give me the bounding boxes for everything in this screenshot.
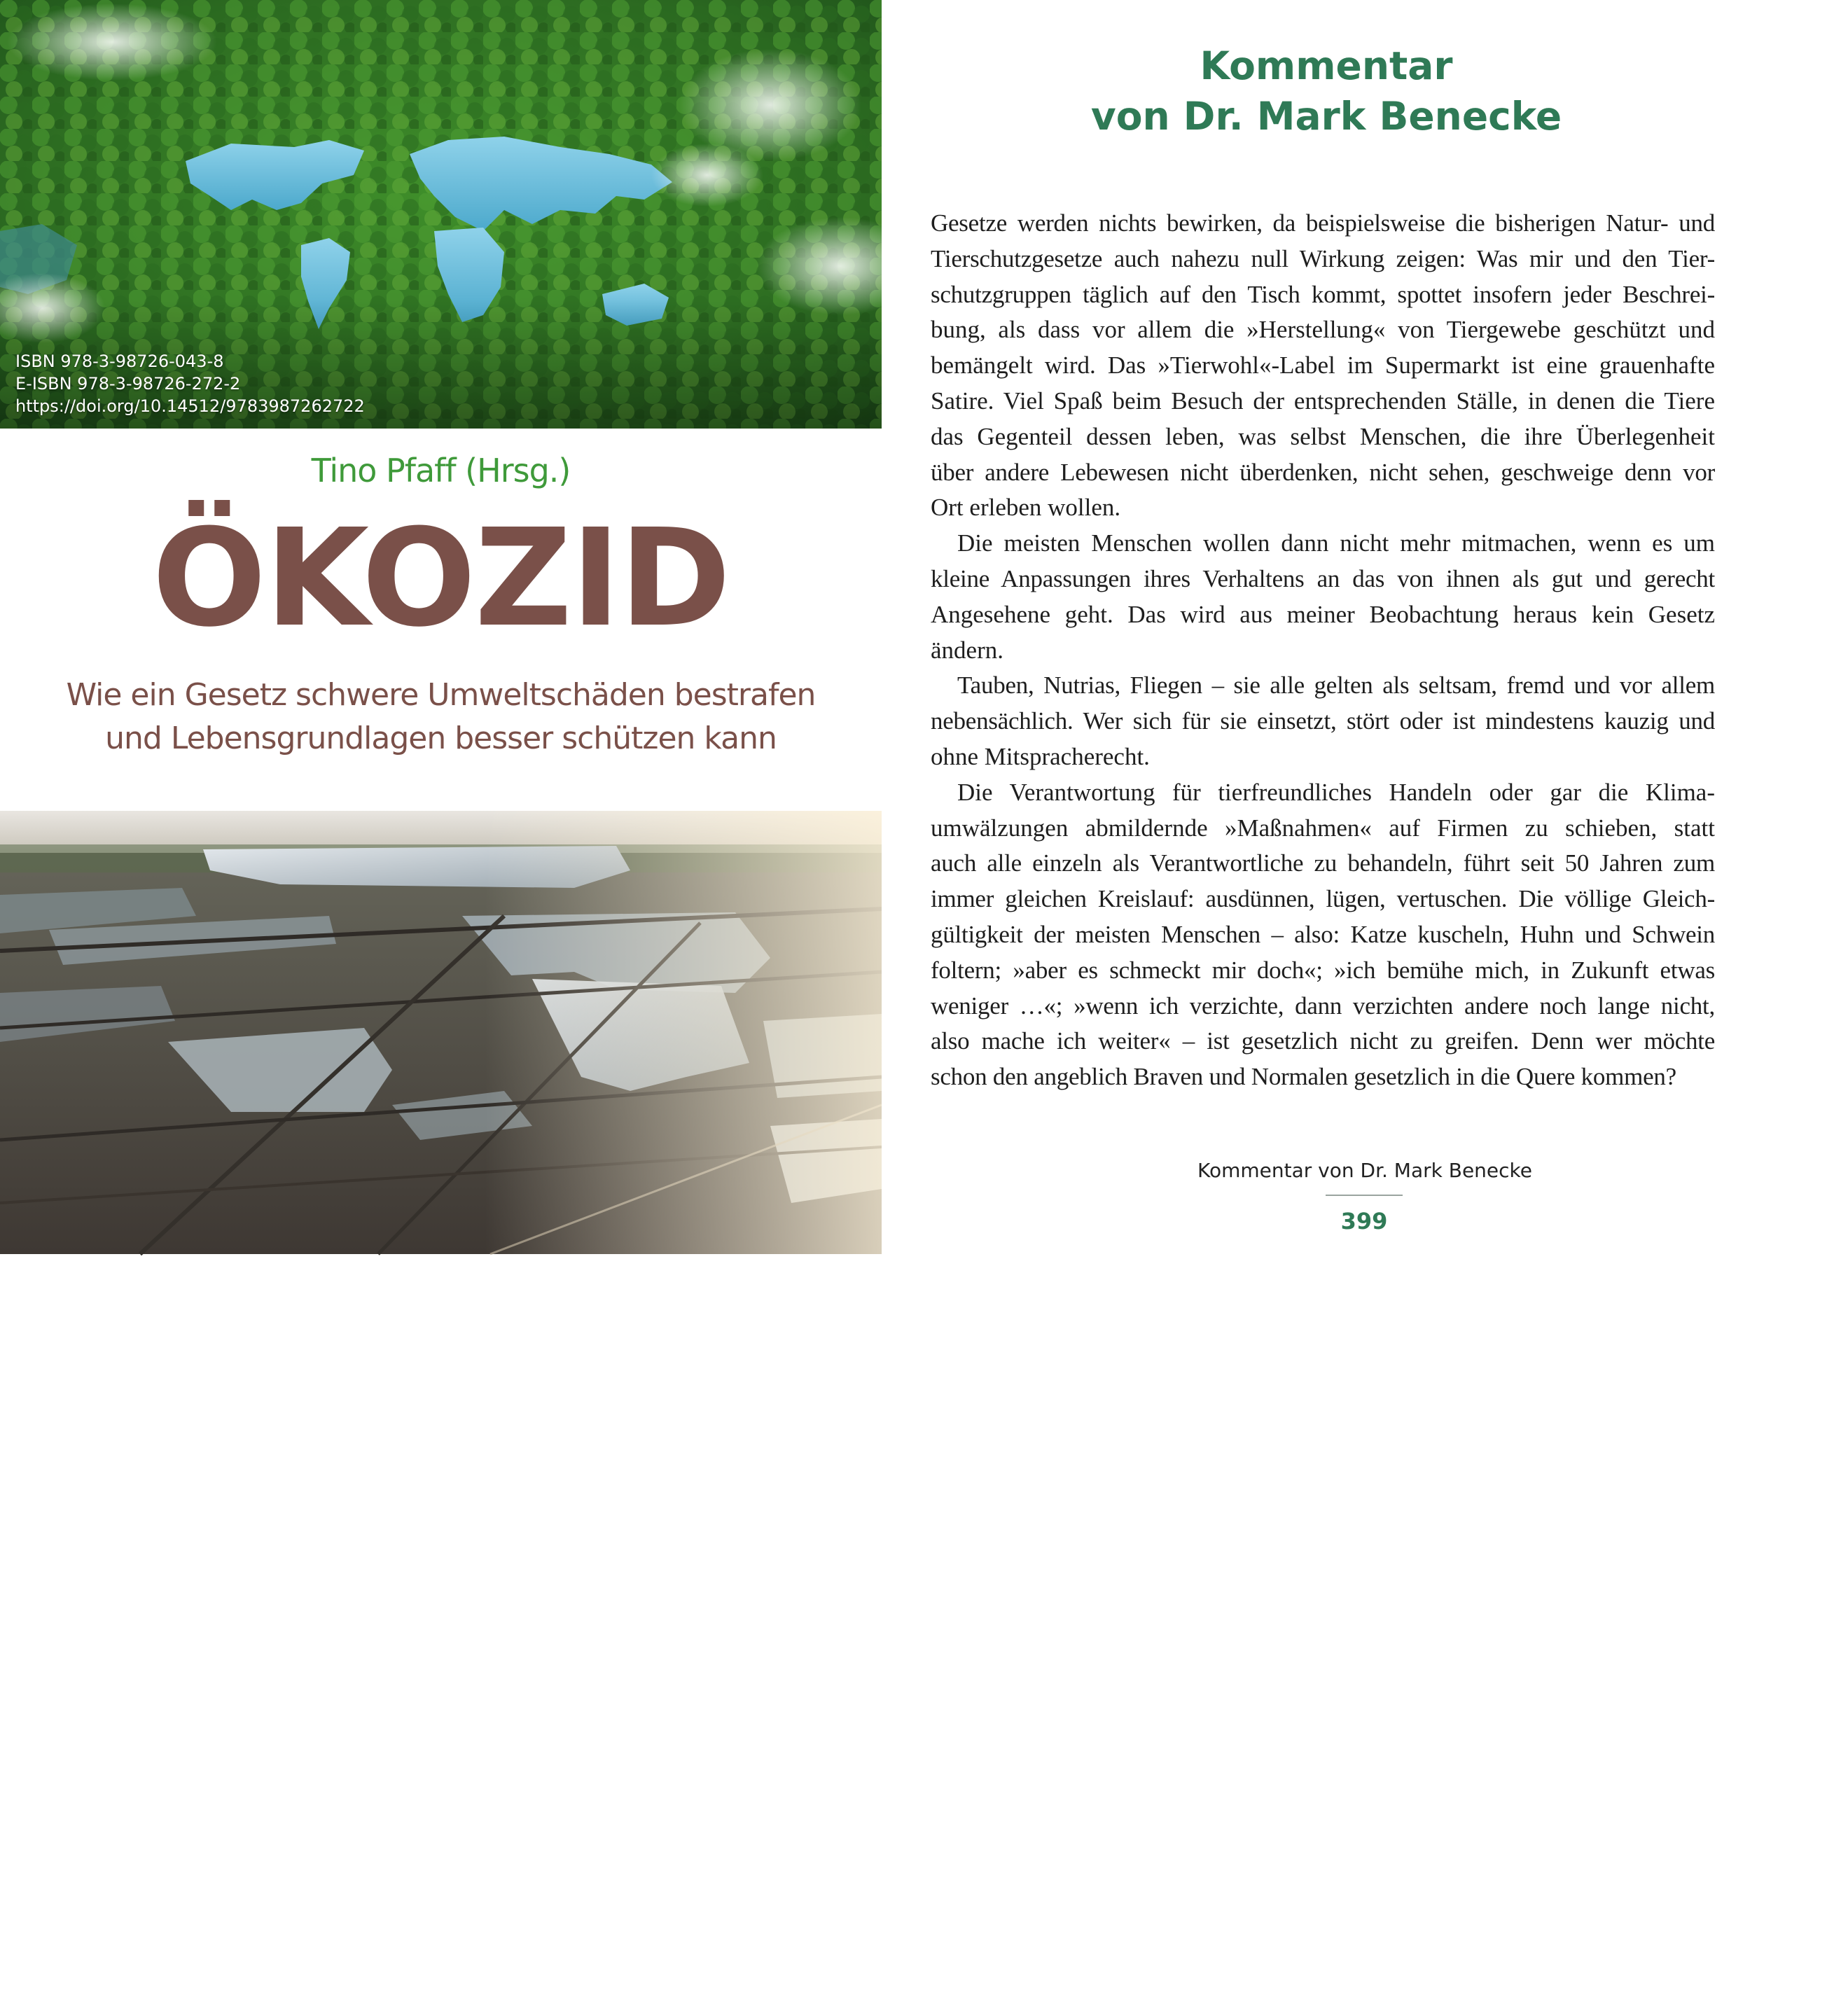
- text-line: nebensächlich. Wer sich für sie einsetzt, stört oder ist mindestens kauzig und: [931, 707, 1715, 735]
- running-footer: Kommentar von Dr. Mark Benecke: [1197, 1159, 1532, 1182]
- text-line: Tauben, Nutrias, Fliegen – sie alle gelten als seltsam, fremd und vor allem: [957, 672, 1715, 700]
- publisher-logo: [651, 1959, 803, 1997]
- page-number: 399: [1340, 1208, 1388, 1234]
- text-line: foltern; »aber es schmeckt mir doch«; »ich bemühe mich, in Zukunft etwas: [931, 956, 1715, 984]
- book-title: ÖKOZID: [152, 501, 730, 657]
- cover-editor: Tino Pfaff (Hrsg.): [311, 452, 571, 489]
- text-line: also mache ich weiter« – ist gesetzlich nicht zu greifen. Denn wer möchte: [931, 1027, 1715, 1055]
- page-heading: [882, 41, 1771, 141]
- text-line: das Gegenteil dessen leben, was selbst Menschen, die ihre Überlegenheit: [931, 422, 1715, 450]
- text-line: bemängelt wird. Das »Tierwohl«-Label im Supermarkt ist eine grauenhafte: [931, 352, 1715, 380]
- text-line: Die meisten Menschen wollen dann nicht mehr mitmachen, wenn es um: [957, 529, 1715, 557]
- isbn-block: [15, 350, 365, 417]
- text-line: ändern.: [931, 636, 1003, 664]
- page-body: [931, 206, 1715, 1095]
- text-line: ohne Mitspracherecht.: [931, 742, 1150, 770]
- e-isbn: E-ISBN 978-3-98726-272-2: [15, 374, 241, 394]
- text-line: bung, als dass vor allem die »Herstellung« von Tiergewebe geschützt und: [931, 316, 1715, 344]
- publisher-name: oekom: [699, 1959, 804, 1997]
- text-line: über andere Lebewesen nicht überdenken, nicht sehen, geschweige denn vor: [931, 458, 1715, 486]
- text-line: immer gleichen Kreislauf: ausdünnen, lügen, vertuschen. Die völlige Gleich-: [931, 885, 1715, 913]
- book-subtitle: [0, 674, 882, 760]
- doi-link: https://doi.org/10.14512/9783987262722: [15, 396, 365, 416]
- heading-line: Kommentar: [1200, 43, 1453, 88]
- text-line: schon den angeblich Braven und Normalen gesetzlich in die Quere kommen?: [931, 1063, 1676, 1091]
- book-cover: [0, 0, 882, 1997]
- text-line: Ort erleben wollen.: [931, 494, 1121, 522]
- text-line: Satire. Viel Spaß beim Besuch der entsprechenden Ställe, in denen die Tiere: [931, 387, 1715, 415]
- text-line: Tierschutzgesetze auch nahezu null Wirkung zeigen: Was mir und den Tier-: [931, 244, 1715, 272]
- text-line: Angesehene geht. Das wird aus meiner Beobachtung heraus kein Gesetz: [931, 600, 1715, 628]
- text-line: gültigkeit der meisten Menschen – also: Katze kuscheln, Huhn und Schwein: [931, 920, 1715, 948]
- text-line: Die Verantwortung für tierfreundliches Handeln oder gar die Klima-: [957, 778, 1715, 806]
- text-line: Gesetze werden nichts bewirken, da beispielsweise die bisherigen Natur- und: [931, 209, 1715, 237]
- text-line: umwälzungen abmildernde »Maßnahmen« auf Firmen zu schieben, statt: [931, 814, 1715, 842]
- mining-illustration: [0, 811, 882, 1254]
- subtitle-line: und Lebensgrundlagen besser schützen kann: [105, 721, 777, 756]
- footer-divider: [1326, 1195, 1403, 1196]
- book-page: [882, 0, 1751, 1254]
- text-line: kleine Anpassungen ihres Verhaltens an das von ihnen als gut und gerecht: [931, 564, 1715, 592]
- text-line: auch alle einzeln als Verantwortliche zu behandeln, führt seit 50 Jahren zum: [931, 849, 1715, 877]
- publisher-bars-icon: [651, 1959, 692, 1997]
- subtitle-line: Wie ein Gesetz schwere Umweltschäden bestrafen: [66, 677, 816, 713]
- text-line: schutzgruppen täglich auf den Tisch kommt, spottet insofern jeder Beschrei-: [931, 280, 1715, 308]
- text-line: weniger …«; »wenn ich verzichte, dann verzichten andere noch lange nicht,: [931, 991, 1715, 1020]
- cover-photo-mining-landscape: [0, 811, 882, 1997]
- heading-line: von Dr. Mark Benecke: [1090, 94, 1562, 139]
- cover-photo-forest-world-map: [0, 0, 882, 429]
- isbn: ISBN 978-3-98726-043-8: [15, 352, 224, 371]
